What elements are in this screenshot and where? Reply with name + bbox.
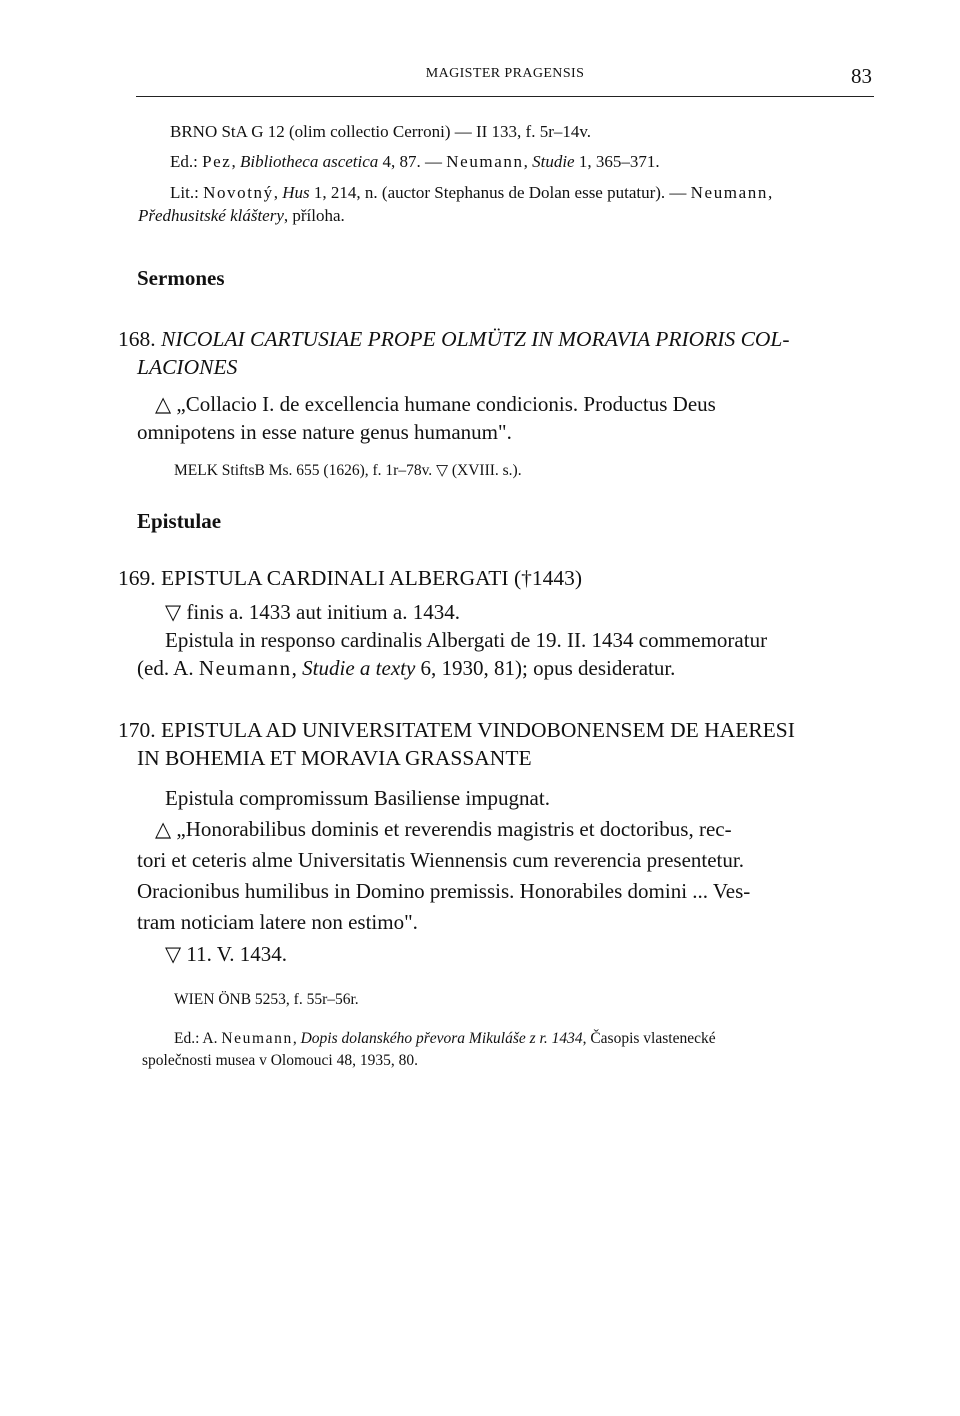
page-number: 83 — [851, 64, 872, 88]
manuscript-entry-brno — [170, 120, 890, 143]
entry-169-heading — [118, 564, 888, 592]
entry-168-incipit: △ „Collacio I. de excellencia humane condicionis. Productus Deus omnipotens in esse nature genus humanum". — [137, 392, 716, 444]
entry-title: EPISTULA CARDINALI ALBERGATI (†1443) — [161, 566, 583, 590]
entry-168-manuscript: MELK StiftsB Ms. 655 (1626), f. 1r–78v. ▽ (XVIII. s.). — [174, 460, 894, 482]
entry-title: NICOLAI CARTUSIAE PROPE OLMÜTZ IN MORAVIA PRIORIS COL- — [161, 327, 790, 351]
edition-line: Ed.: Pez, Bibliotheca ascetica 4, 87. — Neumann, Studie 1, 365–371. — [170, 152, 660, 171]
triangle-down-icon: ▽ — [165, 942, 182, 966]
entry-170-text: Epistula compromissum Basiliense impugnat. △ „Honorabilibus dominis et reverendis magistris et doctoribus, rec- tori et ceteris alme Universitatis Wiennensis cum reverencia presentetur. Oracionibus humilibus in Domino premissis. Honorabiles domini ... Ves- tram noticiam latere non estimo". ▽ 11. V. 1434. — [137, 786, 751, 966]
entry-170-heading: 170. EPISTULA AD UNIVERSITATEM VINDOBONENSEM DE HAERESI IN BOHEMIA ET MORAVIA GRASSANTE — [118, 718, 795, 770]
entry-number: 169. — [118, 566, 156, 590]
manuscript-line: BRNO StA G 12 (olim collectio Cerroni) — II 133, f. 5r–14v. — [170, 122, 592, 141]
literature-line: Lit.: Novotný, Hus 1, 214, n. (auctor Stephanus de Dolan esse putatur). — Neumann, Předhusitské kláštery, příloha. — [138, 183, 774, 225]
entry-168-heading: 168. NICOLAI CARTUSIAE PROPE OLMÜTZ IN MORAVIA PRIORIS COL- LACIONES — [118, 327, 790, 379]
entry-169-text: ▽ finis a. 1433 aut initium a. 1434. Epistula in responso cardinalis Albergati de 19. II. 1434 commemoratur (ed. A. Neumann, Studie a texty 6, 1930, 81); opus desideratur. — [137, 600, 768, 680]
entry-number: 168. — [118, 327, 156, 351]
triangle-down-icon: ▽ — [165, 600, 182, 624]
entry-170-manuscript: WIEN ÖNB 5253, f. 55r–56r. — [174, 991, 359, 1008]
section-heading-epistulae: Epistulae — [137, 509, 222, 533]
triangle-up-icon: △ — [155, 817, 172, 841]
section-heading-sermones: Sermones — [137, 266, 225, 290]
entry-number: 170. — [118, 718, 156, 742]
running-title: MAGISTER PRAGENSIS — [425, 66, 585, 81]
entry-title: EPISTULA AD UNIVERSITATEM VINDOBONENSEM DE HAERESI — [161, 718, 795, 742]
entry-170-edition: Ed.: A. Neumann, Dopis dolanského převora Mikuláše z r. 1434, Časopis vlastenecké společnosti musea v Olomouci 48, 1935, 80. — [142, 1030, 716, 1069]
triangle-down-icon: ▽ — [436, 462, 448, 479]
triangle-up-icon: △ — [155, 392, 172, 416]
running-header — [136, 62, 874, 97]
